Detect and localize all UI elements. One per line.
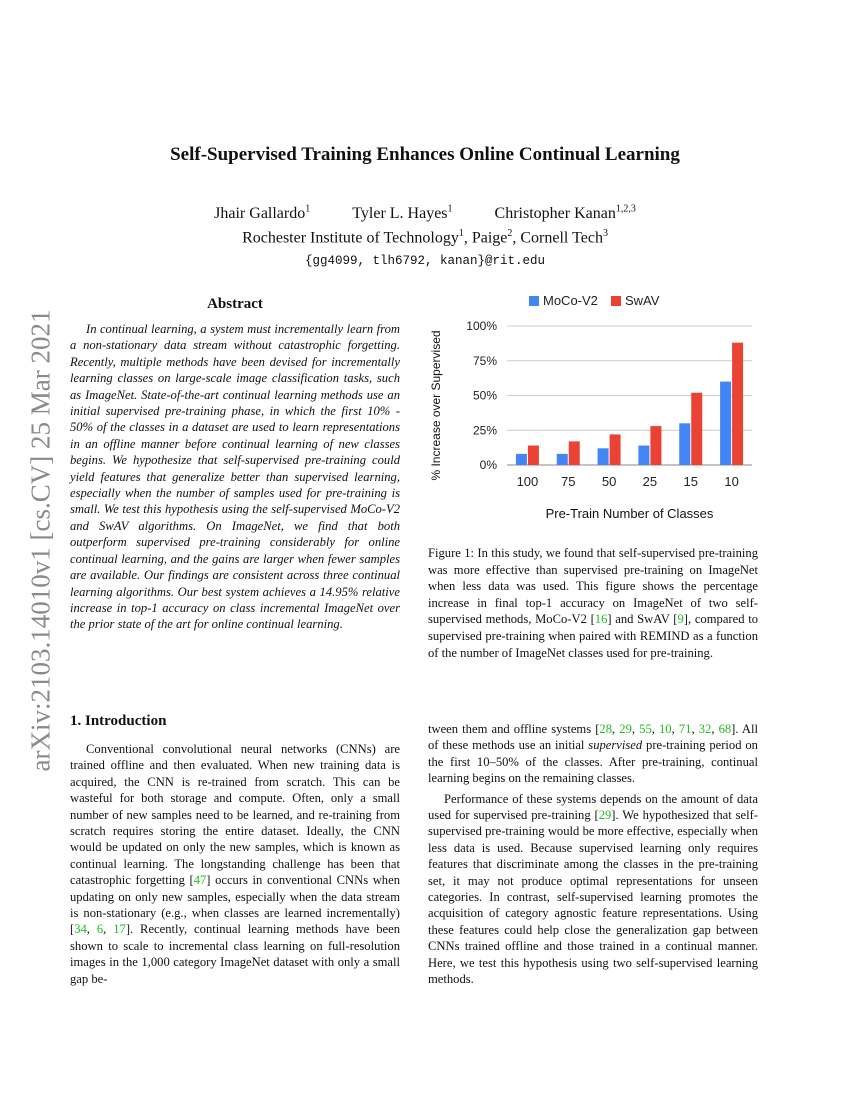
abstract-text: In continual learning, a system must incrementally learn from a non-stationary data stream without catastrophic forgetting. Recently, multiple methods have been devised for incrementally learning classes on large-scale image classification tasks, such as ImageNet. State-of-the-art continual learning methods use an initial supervised pre-training phase, in which the first 10% - 50% of the classes in a dataset are used to learn representations in an offline manner before continual learning of new classes begins. We hypothesize that self-supervised pre-training could yield features that generalize better than supervised learning, especially when the number of samples used for pre-training is small. We test this hypothesis using the self-supervised MoCo-V2 and SwAV algorithms. On ImageNet, we find that both outperform supervised pre-training considerably for online continual learning, and the gains are larger when fewer samples are available. Our findings are consistent across three continual learning algorithms. Our best system achieves a 14.95% relative increase in top-1 accuracy on class incremental ImageNet over the prior state of the art for online continual learning. [70, 322, 400, 632]
x-tick-label: 50 [601, 474, 617, 489]
author-2: Tyler L. Hayes$^1$ [352, 204, 453, 223]
author-emails: {gg4099, tlh6792, kanan}@rit.edu [304, 253, 546, 268]
x-tick-label: 100 [516, 474, 539, 489]
bar-moco-v2 [638, 446, 649, 465]
citation-link[interactable]: 28 [599, 722, 613, 736]
y-axis-label: % Increase over Supervised [429, 330, 443, 481]
x-axis-label: Pre-Train Number of Classes [545, 506, 714, 521]
legend-swatch [529, 296, 539, 306]
bar-swav [610, 434, 621, 465]
y-tick-label: 50% [472, 388, 497, 403]
author-3: Christopher Kanan$^{1,2,3}$ [494, 204, 636, 223]
citation-link[interactable]: 16 [594, 612, 608, 627]
legend-label: MoCo-V2 [543, 293, 598, 308]
citation-link[interactable]: 55 [639, 722, 652, 736]
bar-swav [650, 426, 661, 465]
bar-moco-v2 [679, 423, 690, 465]
x-tick-label: 10 [724, 474, 739, 489]
citation-link[interactable]: 68 [718, 722, 732, 736]
citation-link[interactable]: 47 [193, 873, 207, 888]
bar-swav [569, 441, 580, 465]
author-names [0, 200, 850, 224]
x-tick-label: 15 [683, 474, 698, 489]
introduction-column-right [428, 721, 758, 992]
legend-swatch [611, 296, 621, 306]
bar-swav [732, 343, 743, 465]
bar-moco-v2 [598, 448, 609, 465]
emphasis-text: supervised [588, 738, 643, 753]
intro-paragraph-1: Conventional convolutional neural networks (CNNs) are trained offline and then evaluated. When new training data is acquired, the CNN is re-trained from scratch. This can be wasteful for both storage and compute. Often, only a small number of new samples need to be learned, and re-training from scratch requires storing the entire dataset. Ideally, the CNN would be updated on only the new samples, which is known as continual learning. The longstanding challenge has been that catastrophic forgetting [47] occurs in conventional CNNs when updating on only new samples, especially when the data stream is non-stationary (e.g., when classes are learned incrementally) [34, 6, 17]. Recently, continual learning methods have been shown to scale to incremental class learning on full-resolution images in the 1,000 category ImageNet dataset with only a small gap be- [70, 742, 401, 986]
citation-link[interactable]: 32 [698, 722, 712, 736]
citation-link[interactable]: 17 [113, 922, 126, 937]
citation-link[interactable]: 71 [678, 722, 692, 736]
citation-link[interactable]: 34 [74, 922, 87, 937]
bar-swav [691, 393, 702, 465]
citation-link[interactable]: 9 [677, 612, 684, 627]
figure-1-chart [425, 288, 765, 528]
bar-chart-svg [425, 288, 765, 528]
intro-paragraph-2: tween them and offline systems [28, 29, 55, 10, 71, 32, 68]. All of these methods use an initial supervised pre-training period on the first 10–50% of the classes. After pre-training, continual learning begins on the remaining classes. [428, 722, 759, 786]
bar-moco-v2 [720, 382, 731, 465]
author-1: Jhair Gallardo$^1$ [214, 204, 311, 223]
abstract-heading: Abstract [207, 296, 263, 312]
y-tick-label: 75% [472, 353, 497, 368]
x-tick-label: 25 [642, 474, 658, 489]
citation-link[interactable]: 10 [659, 722, 672, 736]
bar-moco-v2 [557, 454, 568, 465]
introduction-column-left [70, 741, 400, 991]
affiliations: Rochester Institute of Technology$^1$, Paige$^2$, Cornell Tech$^3$ [242, 228, 608, 247]
paper-title: Self-Supervised Training Enhances Online Continual Learning [170, 144, 680, 165]
bar-moco-v2 [516, 454, 527, 465]
intro-paragraph-3: Performance of these systems depends on the amount of data used for supervised pre-training [29]. We hypothesized that self-supervised pre-training would be more effective, especially when less data is used. Because supervised learning only requires features that discriminate among the classes in the pre-training set, it may not produce optimal representations for unseen categories. In contrast, self-supervised learning promotes the acquisition of category agnostic feature representations. Using these features could help close the generalization gap between CNNs trained offline and those trained in a continual manner. Here, we test this hypothesis using two self-supervised learning methods. [428, 791, 758, 987]
citation-link[interactable]: 29 [598, 808, 612, 823]
legend-label: SwAV [625, 293, 660, 308]
arxiv-sidebar [20, 290, 62, 790]
y-tick-label: 25% [472, 423, 497, 438]
citation-link[interactable]: 6 [96, 922, 104, 937]
x-tick-label: 75 [561, 474, 576, 489]
citation-link[interactable]: 29 [619, 722, 632, 736]
bar-swav [528, 446, 539, 465]
figure-1-caption: Figure 1: In this study, we found that self-supervised pre-training was more effective than supervised pre-training on ImageNet when less data was used. This figure shows the percentage increase in final top-1 accuracy on ImageNet of two self-supervised methods, MoCo-V2 [16] and SwAV [9], compared to supervised pre-training when paired with REMIND as a function of the number of ImageNet classes used for pre-training. [428, 546, 758, 660]
y-tick-label: 100% [466, 319, 497, 333]
y-tick-label: 0% [479, 458, 497, 472]
author-block [0, 200, 850, 271]
introduction-heading: 1. Introduction [70, 713, 167, 729]
arxiv-identifier: arXiv:2103.14010v1 [cs.CV] 25 Mar 2021 [25, 309, 56, 771]
